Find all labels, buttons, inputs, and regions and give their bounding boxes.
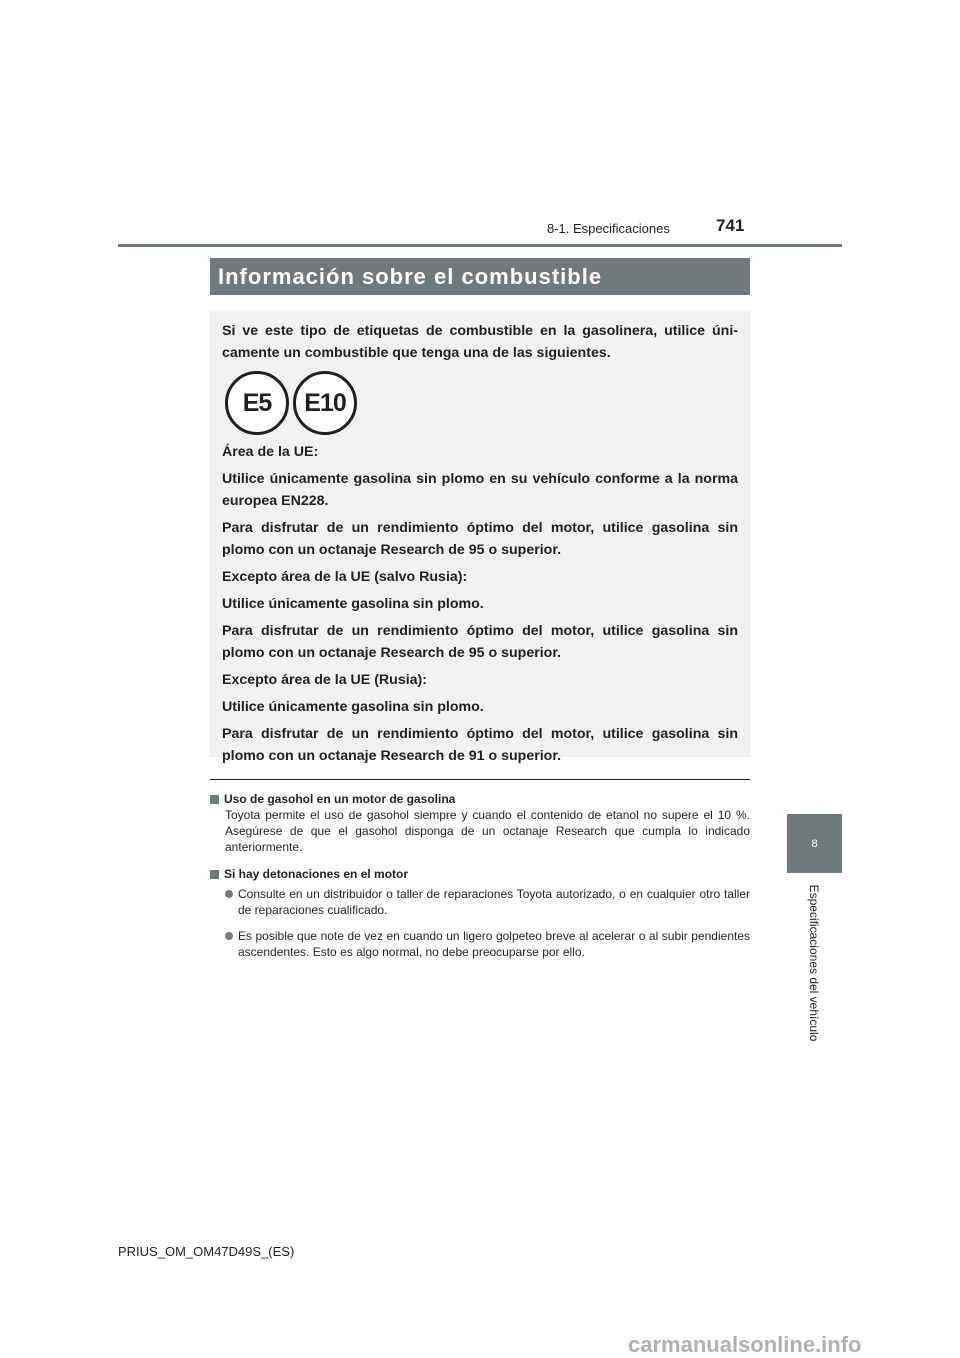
note-text-gasohol: Toyota permite el uso de gasohol siempre y cuando el contenido de etanol no supere el 10 %. Asegúrese de que el gasohol disponga de un octanaje Research que cumpla lo indicado anteriormente. [225,808,750,854]
fuel-label-e5: E5 [225,371,289,435]
chapter-side-label: Especificaciones del vehículo [807,884,821,1042]
header-rule [118,244,842,247]
fuel-label-e10: E10 [293,371,357,435]
info-paragraph: Utilice únicamente gasolina sin plomo. [222,699,484,715]
round-bullet-icon [225,890,233,898]
info-paragraph: Excepto área de la UE (salvo Rusia): [222,569,468,585]
header-section: 8-1. Especificaciones [547,221,670,236]
info-intro: Si ve este tipo de etiquetas de combustible en la gasolinera, utilice úni-camente un combustible que tenga una de las siguientes. [222,323,738,361]
bullet-item [225,928,750,960]
note-heading-gasohol [210,791,750,807]
section-title: Información sobre el combustible [210,258,750,295]
info-paragraph: Utilice únicamente gasolina sin plomo. [222,596,484,612]
info-box [210,311,750,764]
square-bullet-icon [210,795,219,804]
info-paragraph: Excepto área de la UE (Rusia): [222,672,427,688]
chapter-tab: 8 [787,814,842,873]
notes [210,791,750,970]
info-paragraph: Para disfrutar de un rendimiento óptimo del motor, utilice gasolina sin plomo con un octanaje Research de 95 o superior. [222,623,738,661]
footer-code: PRIUS_OM_OM47D49S_(ES) [118,1244,295,1259]
info-body [222,441,738,772]
info-paragraph: Para disfrutar de un rendimiento óptimo del motor, utilice gasolina sin plomo con un octanaje Research de 91 o superior. [222,726,738,764]
bullet-item [225,886,750,918]
bullet-text: Consulte en un distribuidor o taller de reparaciones Toyota autorizado, o en cualquier otro taller de reparaciones cualificado. [238,887,750,917]
fuel-labels [225,371,365,435]
note-heading-knocking [210,866,750,882]
info-paragraph: Área de la UE: [222,444,319,460]
notes-divider [210,779,750,780]
note-heading-text: Si hay detonaciones en el motor [224,867,409,881]
page-number: 741 [716,216,745,235]
square-bullet-icon [210,870,219,879]
bullet-text: Es posible que note de vez en cuando un ligero golpeteo breve al acelerar o al subir pendientes ascendentes. Esto es algo normal, no debe preocuparse por ello. [238,929,750,959]
round-bullet-icon [225,932,233,940]
info-paragraph: Utilice únicamente gasolina sin plomo en su vehículo conforme a la norma europea EN228. [222,471,738,509]
note-heading-text: Uso de gasohol en un motor de gasolina [224,792,456,806]
watermark: carmanualsonline.info [628,1332,862,1357]
info-paragraph: Para disfrutar de un rendimiento óptimo del motor, utilice gasolina sin plomo con un octanaje Research de 95 o superior. [222,520,738,558]
